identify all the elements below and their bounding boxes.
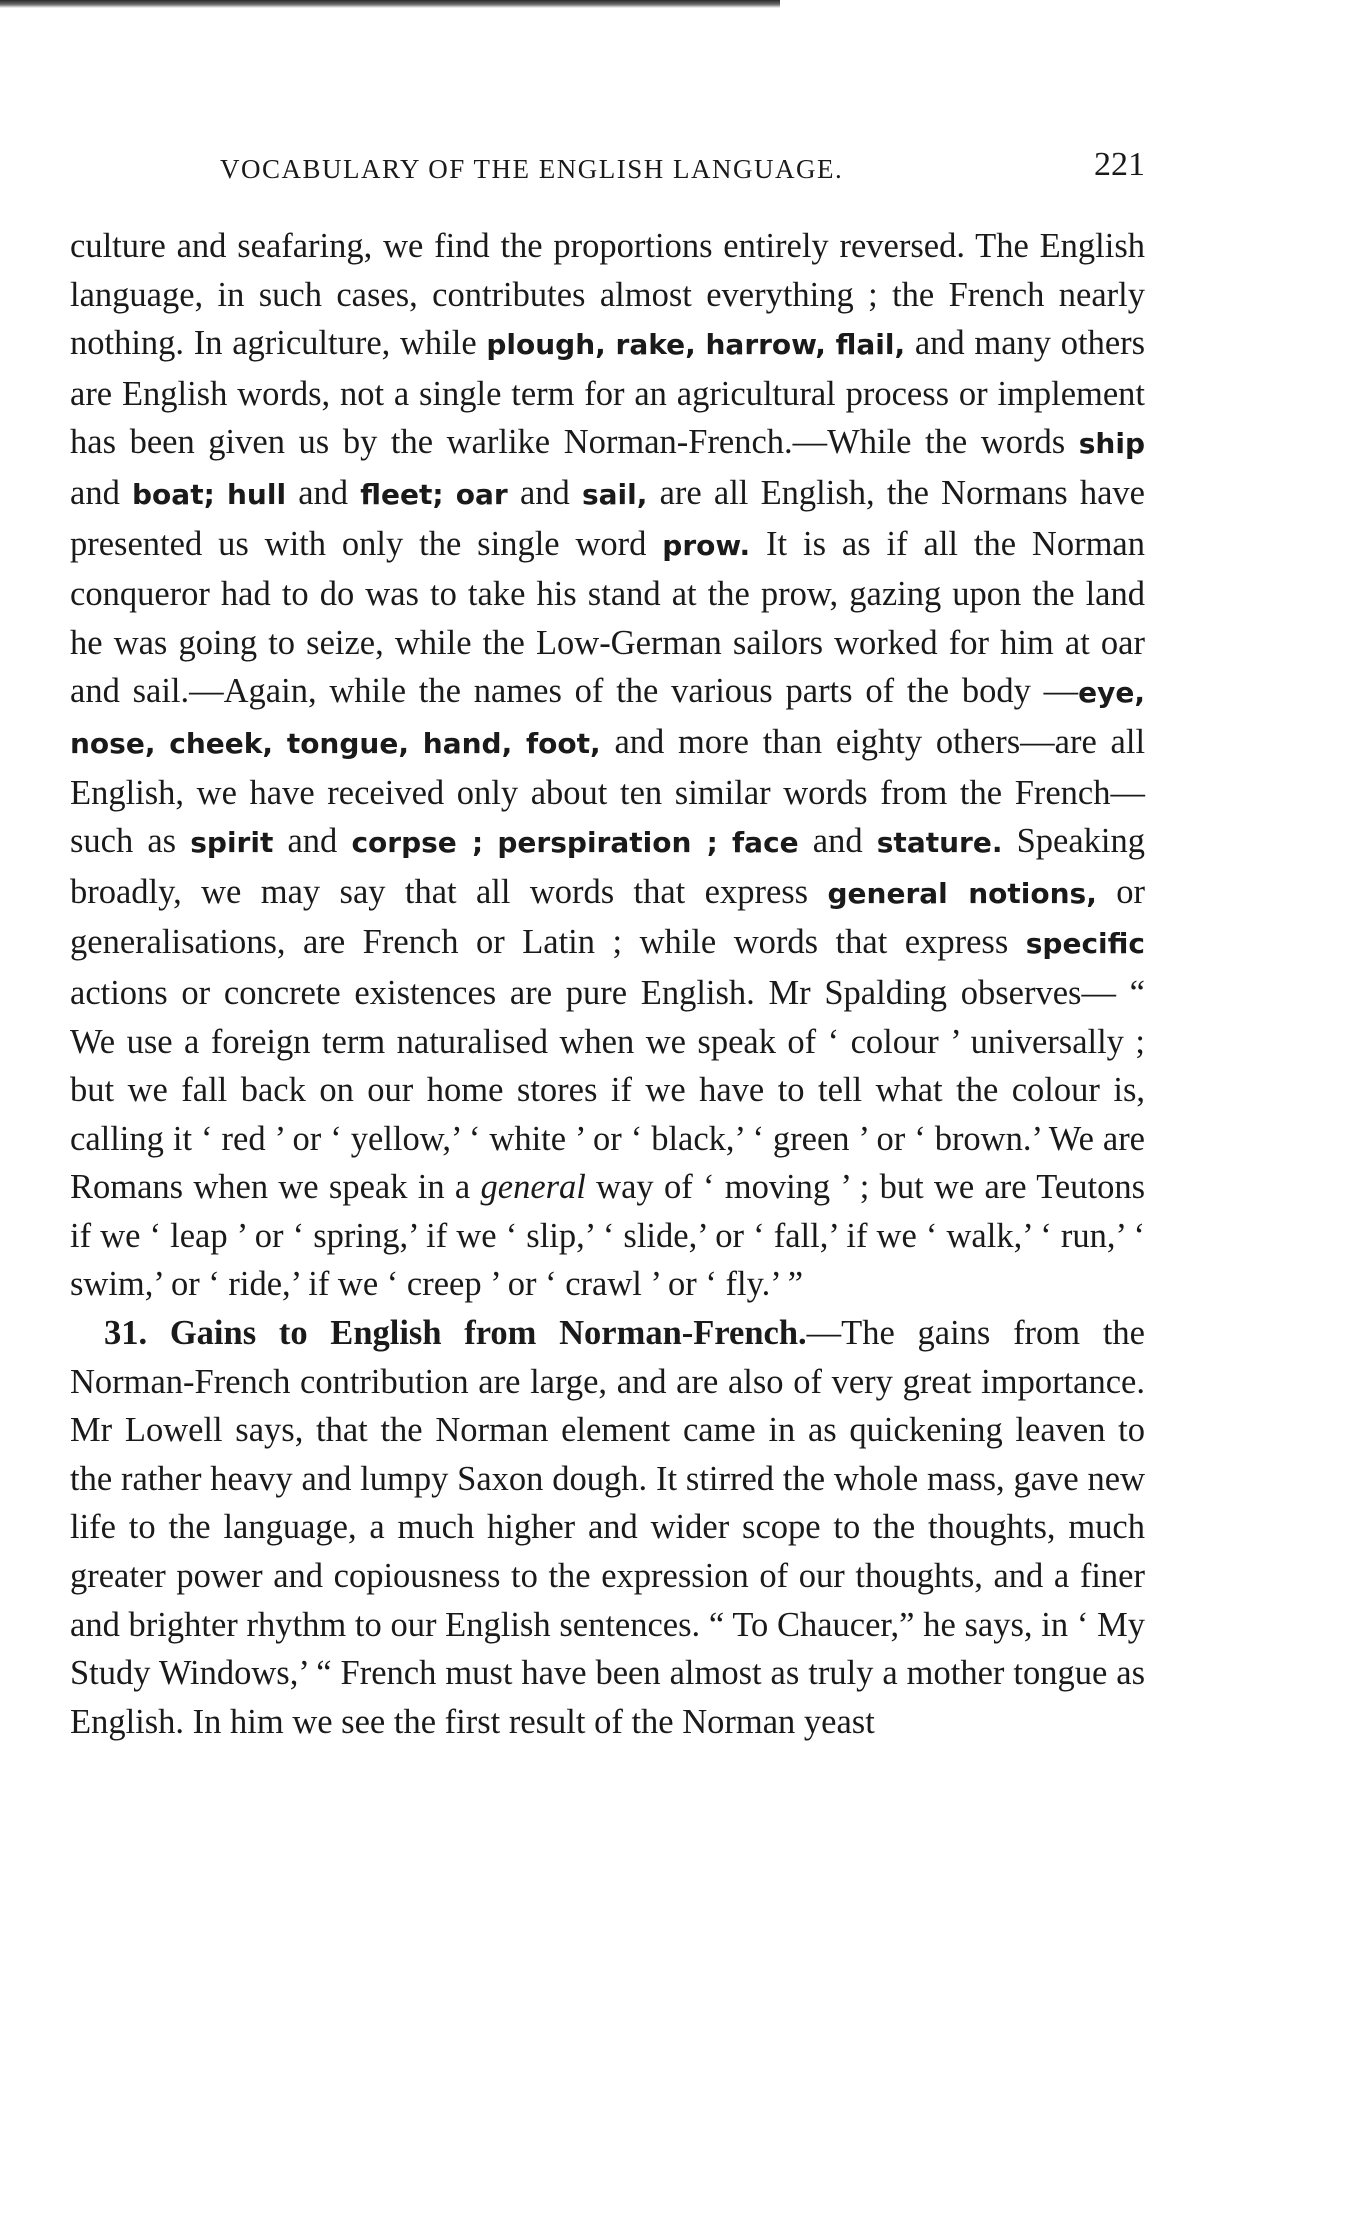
paragraph-vocabulary-proportions (70, 222, 1145, 1309)
keyword-hull: hull (226, 477, 287, 511)
keyword-boat: boat; (132, 477, 215, 511)
keyword-perspiration: perspiration ; (497, 826, 718, 860)
keyword-sail: sail, (581, 477, 648, 511)
text-run: and (507, 473, 582, 512)
keyword-hand: hand, (422, 726, 513, 760)
keyword-spirit: spirit (190, 826, 274, 860)
text-run: and (273, 822, 352, 861)
keyword-oar: oar (455, 477, 508, 511)
keyword-face: face (732, 826, 799, 860)
keyword-tongue: tongue, (286, 726, 409, 760)
body-text (70, 222, 1145, 1746)
text-run: and many others are English words, not a single term for an agricultural process or implement has been given us by the warlike Norman-French.—While the words (70, 324, 1146, 462)
keyword-nose: nose, (70, 726, 156, 760)
keyword-fleet: fleet; (360, 477, 444, 511)
text-run: and (798, 822, 877, 861)
text-run: are all English, the Normans have presented us with only the single word (70, 473, 1145, 563)
italic-general: general (480, 1168, 586, 1207)
text-run: and more than eighty others—are all English, we have received only about ten similar words from the French—such as (70, 722, 1146, 861)
text-run: Speaking broadly, we may say that all words that express (70, 822, 1146, 911)
keyword-foot: foot, (526, 726, 601, 760)
keyword-general-notions: general notions, (827, 876, 1097, 910)
text-run: It is as if all the Norman conqueror had to do was to take his stand at the prow, gazing upon the land he was going to seize, while the Low-German sailors worked for him at oar and sail.—Again, while the names of the various parts of the body — (70, 524, 1145, 711)
keyword-flail: flail, (835, 328, 906, 362)
running-head-title: VOCABULARY OF THE ENGLISH LANGUAGE. (220, 154, 844, 184)
keyword-plough: plough, (486, 328, 606, 362)
text-run: —The gains from the Norman-French contribution are large, and are also of very great importance. Mr Lowell says, that the Norman element came in as quickening leaven to the rather heavy and lumpy Saxon dough. It stirred the whole mass, gave new life to the language, a much higher and wider scope to the thoughts, much greater power and copiousness to the expression of our thoughts, and a finer and brighter rhythm to our English sentences. “ To Chaucer,” he says, in ‘ My Study Windows,’ “ French must have been almost as truly a mother tongue as English. In him we see the first result of the Norman yeast (70, 1314, 1145, 1741)
text-run: way of ‘ moving ’ ; but we are Teutons if we ‘ leap ’ or ‘ spring,’ if we ‘ slip,’ ‘ slide,’ or ‘ fall,’ if we ‘ walk,’ ‘ run,’ ‘ swim,’ or ‘ ride,’ if we ‘ creep ’ or ‘ crawl ’ or ‘ fly.’ ” (70, 1168, 1145, 1304)
paragraph-section-31 (70, 1309, 1145, 1746)
keyword-ship: ship (1078, 427, 1145, 461)
top-edge-shadow (0, 0, 780, 8)
running-head (70, 140, 1145, 200)
keyword-harrow: harrow, (705, 328, 826, 362)
book-page (70, 140, 1145, 1746)
text-run: actions or concrete existences are pure English. Mr Spalding observes— “ We use a foreign term naturalised when we speak of ‘ colour ’ universally ; but we fall back on our home stores if we have to tell what the colour is, calling it ‘ red ’ or ‘ yellow,’ ‘ white ’ or ‘ black,’ ‘ green ’ or ‘ brown.’ We are Romans when we speak in a (70, 973, 1145, 1207)
keyword-stature: stature. (876, 826, 1003, 860)
text-run: or generalisations, are French or Latin ; while words that express (70, 872, 1145, 962)
keyword-eye: eye, (1078, 676, 1145, 710)
keyword-rake: rake, (615, 328, 696, 362)
keyword-prow: prow. (662, 528, 751, 562)
keyword-cheek: cheek, (169, 726, 274, 760)
text-run: culture and seafaring, we find the proportions entirely reversed. The English language, in such cases, contributes almost everything ; the French nearly nothing. In agriculture, while (70, 227, 1145, 363)
section-heading-31: 31. Gains to English from Norman-French. (104, 1314, 807, 1353)
text-run: and (70, 473, 133, 512)
keyword-specific: specific (1025, 927, 1145, 961)
page-number: 221 (1094, 146, 1145, 183)
keyword-corpse: corpse ; (351, 826, 484, 860)
text-run: and (286, 473, 361, 512)
